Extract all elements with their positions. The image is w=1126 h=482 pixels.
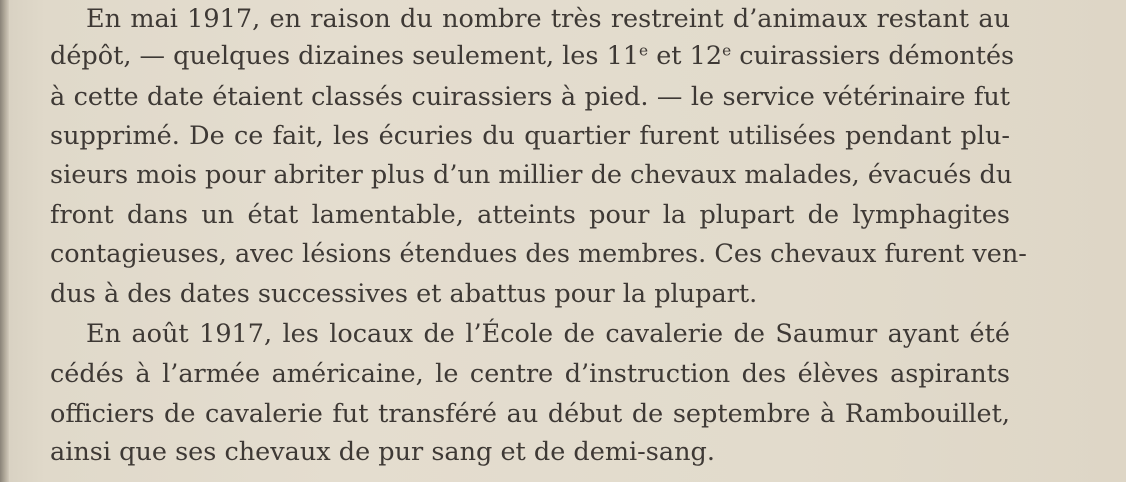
text-line: ainsi que ses chevaux de pur sang et de demi-sang.: [50, 437, 715, 467]
text-line: supprimé. De ce fait, les écuries du quartier furent utilisées pendant plu-: [50, 121, 1010, 151]
text-line: En août 1917, les locaux de l’École de cavalerie de Saumur ayant été: [86, 319, 1010, 349]
text-line: sieurs mois pour abriter plus d’un millier de chevaux malades, évacués du: [50, 160, 1013, 190]
text-line: [50, 37, 1015, 75]
text-line: front dans un état lamentable, atteints pour la plupart de lymphagites: [50, 200, 1010, 230]
text-line: contagieuses, avec lésions étendues des membres. Ces chevaux furent ven-: [50, 239, 1027, 269]
text-line: dus à des dates successives et abattus pour la plupart.: [50, 279, 758, 309]
book-spine-edge: [0, 0, 9, 482]
text-line: à cette date étaient classés cuirassiers à pied. — le service vétérinaire fut: [50, 82, 1010, 112]
text-line-content: dépôt, — quelques dizaines seulement, les 11e et 12e cuirassiers démontés: [50, 41, 1015, 71]
text-line: En mai 1917, en raison du nombre très restreint d’animaux restant au: [86, 4, 1010, 34]
text-line: officiers de cavalerie fut transféré au début de septembre à Rambouillet,: [50, 399, 1010, 429]
text-line: cédés à l’armée américaine, le centre d’instruction des élèves aspirants: [50, 359, 1010, 389]
